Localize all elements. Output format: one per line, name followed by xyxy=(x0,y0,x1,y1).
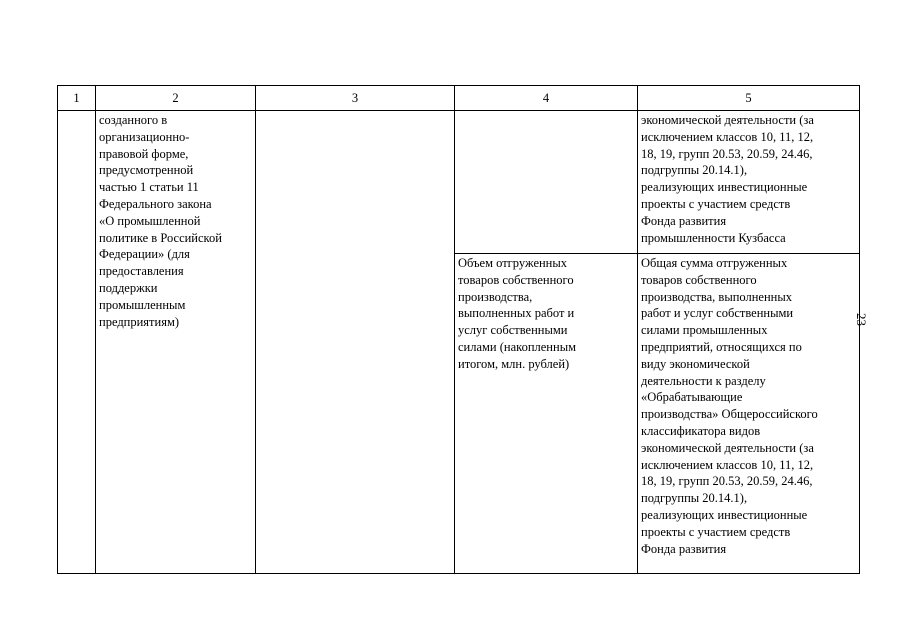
table-row xyxy=(58,111,860,254)
calculation-method-cell: Общая сумма отгруженных товаров собственного производства, выполненных работ и услуг собственными силами промышленных предприятий, относящихся по виду экономической деятельности к разделу «Обрабатывающие производства» Общероссийского классификатора видов экономической деятельности (за исключением классов 10, 11, 12, 18, 19, групп 20.53, 20.59, 24.46, подгруппы 20.14.1), реализующих инвестиционные проекты с участием средств Фонда развития xyxy=(638,254,860,574)
indicator-cell-top xyxy=(455,111,638,254)
indicator-table xyxy=(57,85,860,574)
recipient-description-cell: созданного в организационно- правовой форме, предусмотренной частью 1 статьи 11 Федерального закона «О промышленной политике в Российской Федерации» (для предоставления поддержки промышленным предприятиям) xyxy=(96,111,256,574)
header-cell-2: 2 xyxy=(96,86,256,111)
calculation-method-cell-top: экономической деятельности (за исключением классов 10, 11, 12, 18, 19, групп 20.53, 20.59, 24.46, подгруппы 20.14.1), реализующих инвестиционные проекты с участием средств Фонда развития промышленности Кузбасса xyxy=(638,111,860,254)
header-cell-5: 5 xyxy=(638,86,860,111)
page-number: 23 xyxy=(854,313,869,326)
header-cell-1: 1 xyxy=(58,86,96,111)
row-number-cell xyxy=(58,111,96,574)
header-cell-4: 4 xyxy=(455,86,638,111)
table-header-row xyxy=(58,86,860,111)
column-3-cell xyxy=(256,111,455,574)
indicator-name-cell: Объем отгруженных товаров собственного производства, выполненных работ и услуг собственными силами (накопленным итогом, млн. рублей) xyxy=(455,254,638,574)
header-cell-3: 3 xyxy=(256,86,455,111)
